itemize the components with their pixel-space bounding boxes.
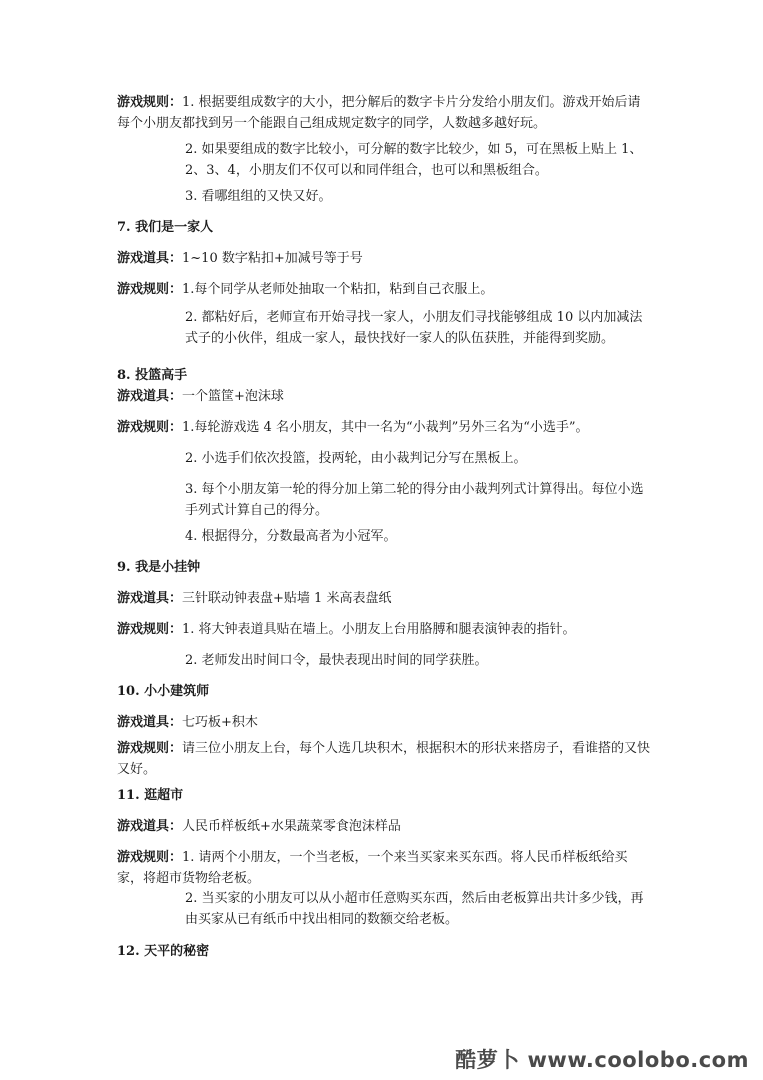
section-8-rule-1: 游戏规则：1.每轮游戏选 4 名小朋友，其中一名为“小裁判”另外三名为“小选手”。: [117, 420, 589, 435]
section-10-props: 游戏道具：七巧板+积木: [117, 715, 258, 730]
section-9-rule-2: 2. 老师发出时间口令，最快表现出时间的同学获胜。: [185, 653, 488, 668]
rules-label: 游戏规则：: [117, 95, 183, 110]
section-7-title: 7. 我们是一家人: [117, 220, 214, 235]
section-7-props: 游戏道具：1~10 数字粘扣+加减号等于号: [117, 251, 363, 266]
prev-rules-2: 2. 如果要组成的数字比较小，可分解的数字比较少，如 5，可在黑板上贴上 1、2、3、4，小朋友们不仅可以和同伴组合，也可以和黑板组合。: [185, 142, 643, 178]
prev-rules-1: 游戏规则：1. 根据要组成数字的大小，把分解后的数字卡片分发给小朋友们。游戏开始后请每个小朋友都找到另一个能跟自己组成规定数字的同学，人数越多越好玩。: [117, 95, 641, 131]
section-7-rule-2: 2. 都粘好后，老师宣布开始寻找一家人，小朋友们寻找能够组成 10 以内加减法式子的小伙伴，组成一家人，最快找好一家人的队伍获胜，并能得到奖励。: [185, 310, 643, 346]
section-8-title: 8. 投篮高手: [117, 368, 188, 383]
section-8-rule-2: 2. 小选手们依次投篮，投两轮，由小裁判记分写在黑板上。: [185, 451, 527, 466]
watermark: 酷萝卜 www.coolobo.com: [455, 1048, 749, 1072]
section-8-props: 游戏道具：一个篮筐+泡沫球: [117, 389, 284, 404]
prev-rules-3: 3. 看哪组组的又快又好。: [185, 189, 332, 204]
section-11-title: 11. 逛超市: [117, 788, 184, 803]
section-9-rule-1: 游戏规则：1. 将大钟表道具贴在墙上。小朋友上台用胳膊和腿表演钟表的指针。: [117, 622, 576, 637]
section-7-rule-1: 游戏规则：1.每个同学从老师处抽取一个粘扣，粘到自己衣服上。: [117, 282, 494, 297]
section-10-title: 10. 小小建筑师: [117, 684, 210, 699]
section-8-rule-4: 4. 根据得分，分数最高者为小冠军。: [185, 529, 397, 544]
section-11-rule-2: 2. 当买家的小朋友可以从小超市任意购买东西，然后由老板算出共计多少钱，再由买家从已有纸币中找出相同的数额交给老板。: [185, 891, 644, 927]
section-11-props: 游戏道具：人民币样板纸+水果蔬菜零食泡沫样品: [117, 819, 401, 834]
section-9-props: 游戏道具：三针联动钟表盘+贴墙 1 米高表盘纸: [117, 591, 392, 606]
section-10-rule-1: 游戏规则：请三位小朋友上台，每个人选几块积木，根据积木的形状来搭房子，看谁搭的又快又好。: [117, 741, 651, 777]
section-11-rule-1: 游戏规则：1. 请两个小朋友，一个当老板，一个来当买家来买东西。将人民币样板纸给买家，将超市货物给老板。: [117, 850, 628, 886]
section-8-rule-3: 3. 每个小朋友第一轮的得分加上第二轮的得分由小裁判列式计算得出。每位小选手列式计算自己的得分。: [185, 482, 644, 518]
section-9-title: 9. 我是小挂钟: [117, 560, 201, 575]
section-12-title: 12. 天平的秘密: [117, 944, 210, 959]
